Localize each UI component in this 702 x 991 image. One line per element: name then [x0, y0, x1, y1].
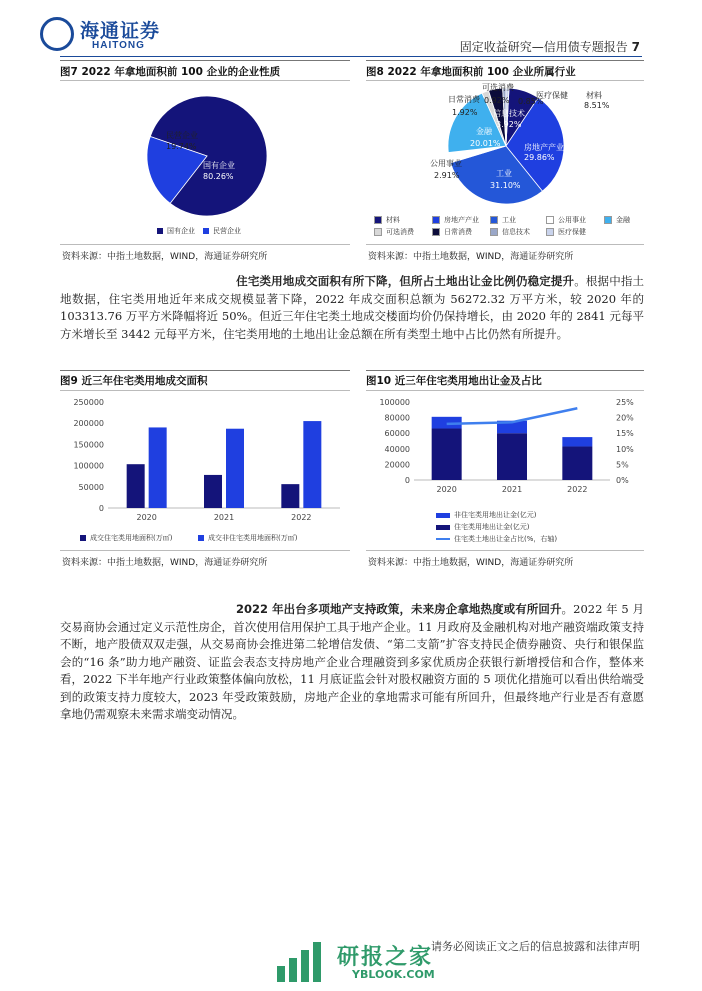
fig9-ytick: 0	[98, 504, 104, 513]
paragraph-policy-support	[60, 601, 644, 724]
fig10-legend-res	[436, 522, 529, 532]
fig8-label-mat-value: 8.51%	[584, 101, 610, 110]
fig8-label-fin-name: 金融	[476, 127, 492, 136]
fig7-top-rule	[60, 60, 350, 61]
footer-disclaimer: 请务必阅读正文之后的信息披露和法律声明	[431, 940, 640, 953]
fig9-ytick: 50000	[78, 482, 104, 492]
legend-swatch	[546, 228, 554, 236]
fig7-legend-private-label: 民营企业	[213, 227, 241, 235]
fig9-bottom-rule	[60, 550, 350, 551]
fig9-source: 资料来源：中指土地数据，WIND，海通证券研究所	[62, 558, 268, 568]
fig10-title: 图10 近三年住宅类用地出让金及占比	[366, 375, 542, 387]
fig8-label-ind-name: 工业	[496, 169, 512, 178]
fig8-legend-label: 公用事业	[558, 216, 586, 224]
fig8-title: 图8 2022 年拿地面积前 100 企业所属行业	[366, 66, 576, 78]
fig9-bar	[281, 484, 299, 508]
page-number: 7	[631, 40, 640, 54]
fig10-source: 资料来源：中指土地数据，WIND，海通证券研究所	[368, 558, 574, 568]
fig8-bottom-rule	[366, 244, 644, 245]
fig8-legend-label: 工业	[502, 216, 516, 224]
fig8-label-it-value: 3.92%	[496, 120, 522, 129]
fig8-legend-label: 材料	[386, 216, 400, 224]
fig10-combo-chart	[366, 394, 644, 498]
fig8-label-fin-value: 20.01%	[470, 139, 501, 148]
fig8-source: 资料来源：中指土地数据，WIND，海通证券研究所	[368, 252, 574, 262]
legend-swatch	[604, 216, 612, 224]
legend-swatch	[546, 216, 554, 224]
fig10-ytick-left: 60000	[384, 429, 410, 439]
fig9-ytick: 150000	[73, 440, 104, 450]
watermark-en: YBLOOK.COM	[352, 968, 435, 981]
watermark-cn: 研报之家	[337, 945, 434, 970]
legend-swatch	[432, 228, 440, 236]
fig10-top-rule	[366, 370, 644, 371]
legend-swatch	[203, 228, 209, 234]
fig7-pie-chart	[60, 82, 350, 242]
fig8-label-it-name: 信息技术	[493, 109, 525, 118]
fig10-ytick-left: 100000	[379, 398, 410, 407]
fig9-ytick: 250000	[73, 398, 104, 407]
fig10-ytick-right: 5%	[616, 460, 629, 470]
fig9-ytick: 200000	[73, 419, 104, 429]
legend-swatch	[432, 216, 440, 224]
fig8-legend-label: 金融	[616, 216, 630, 224]
fig9-xtick: 2022	[291, 513, 312, 522]
paragraph-residential-land	[60, 273, 644, 343]
fig8-label-cd-name: 可选消费	[482, 83, 514, 92]
para2-body: 。2022 年 5 月交易商协会通过定义示范性房企，首次使用信用保护工具于地产企业。11 月政府及金融机构对地产融资端政策支持不断，地产股债双双走强，从交易商协会推进第二轮增信发债、“第二支箭”扩容支持民企债券融资、央行和银保监会的“16 条”助力地产融资、证监会表态支持房地产企业合理融资到多家优质房企获银行新增授信和合作，整体来看，2022 下半年地产行业政策整体偏向放松，11 月底证监会针对股权融资方面的 5 项优化措施可以看出供给端受到的政策支持力度较大，2023 年受政策鼓励，房地产企业的拿地需求可能有所回升，但最终地产行业是否有意愿拿地仍需观察未来需求端变动情况。	[60, 602, 644, 721]
fig10-ytick-right: 25%	[616, 398, 634, 407]
fig8-label-re-name: 房地产产业	[524, 143, 564, 152]
legend-swatch	[157, 228, 163, 234]
legend-swatch	[80, 535, 86, 541]
legend-swatch	[374, 228, 382, 236]
fig8-top-rule	[366, 60, 644, 61]
fig9-ytick: 100000	[73, 461, 104, 471]
fig10-bottom-rule	[366, 550, 644, 551]
fig7-legend-soe	[157, 226, 195, 236]
legend-swatch	[374, 216, 382, 224]
fig8-label-re-value: 29.86%	[524, 153, 555, 162]
fig8-label-util-name: 公用事业	[430, 159, 462, 168]
fig7-bottom-rule	[60, 244, 350, 245]
fig9-legend-res-label: 成交住宅类用地面积(万㎡)	[90, 534, 173, 542]
legend-swatch	[198, 535, 204, 541]
fig10-bar-residential	[432, 429, 462, 480]
fig8-legend-label: 房地产产业	[444, 216, 479, 224]
legend-swatch	[490, 216, 498, 224]
fig7-label-soe-value: 80.26%	[203, 172, 234, 181]
fig8-legend-item	[490, 227, 530, 237]
fig8-legend-item	[490, 215, 516, 225]
fig8-legend-item	[374, 227, 414, 237]
fig9-bar	[149, 427, 167, 508]
fig7-label-private-value: 19.74%	[166, 142, 197, 151]
fig8-label-ind-value: 31.10%	[490, 181, 521, 190]
fig7-source: 资料来源：中指土地数据，WIND，海通证券研究所	[62, 252, 268, 262]
para1-body: 。根据中指土地数据，住宅类用地近年来成交规模显著下降，2022 年成交面积总额为 56272.32 万平方米，较 2020 年的 103313.76 万平方米降幅将近 50%。但近三年住宅类土地成交楼面均价仍保持增长，由 2020 年的 2841 元每平方米增长至 3442 元每平方米，住宅类用地的土地出让金总额在所有类型土地中占比仍然有所提升。	[60, 274, 645, 341]
fig9-bar	[127, 464, 145, 508]
fig10-legend-share	[436, 534, 557, 544]
legend-swatch	[436, 525, 450, 530]
logo-cn-text: 海通证券	[80, 20, 161, 42]
fig10-legend-share-label: 住宅类土地出让金占比(%，右轴)	[454, 535, 558, 543]
fig8-legend-label: 日常消费	[444, 228, 472, 236]
fig10-legend-nonres-label: 非住宅类用地出让金(亿元)	[454, 511, 537, 519]
para1-lead: 住宅类用地成交面积有所下降，但所占土地出让金比例仍稳定提升	[236, 274, 575, 288]
fig8-legend-label: 医疗保健	[558, 228, 586, 236]
fig9-bar	[226, 429, 244, 508]
fig10-xtick: 2021	[501, 485, 523, 494]
fig8-legend-item	[432, 227, 472, 237]
fig7-legend-soe-label: 国有企业	[167, 227, 195, 235]
fig10-ytick-right: 10%	[616, 444, 634, 454]
haitong-logo-icon	[40, 17, 74, 51]
fig10-ytick-right: 20%	[616, 413, 634, 423]
fig8-legend-item	[546, 215, 586, 225]
fig8-legend-label: 可选消费	[386, 228, 414, 236]
fig9-title-rule	[60, 390, 350, 391]
fig10-ytick-left: 80000	[384, 413, 410, 423]
fig9-bar	[303, 421, 321, 508]
fig9-bar-chart	[60, 394, 350, 524]
fig8-label-util-value: 2.91%	[434, 171, 460, 180]
fig10-bar-residential	[497, 433, 527, 480]
fig8-label-mat-name: 材料	[586, 91, 602, 100]
fig10-ytick-left: 20000	[384, 460, 410, 470]
report-title	[460, 38, 640, 55]
fig9-top-rule	[60, 370, 350, 371]
legend-swatch	[436, 513, 450, 518]
fig8-legend-item	[374, 215, 400, 225]
fig9-bar	[204, 475, 222, 508]
fig10-xtick: 2022	[567, 485, 588, 494]
fig8-title-rule	[366, 80, 644, 81]
legend-swatch	[436, 538, 450, 540]
fig10-ytick-right: 15%	[616, 429, 634, 439]
legend-swatch	[490, 228, 498, 236]
fig7-label-soe-name: 国有企业	[203, 161, 235, 170]
fig8-label-hc-value: 0.85%	[518, 97, 544, 106]
fig8-label-cs-name: 日常消费	[448, 95, 480, 104]
fig8-legend-item	[604, 215, 630, 225]
fig8-label-hc-name: 医疗保健	[536, 91, 568, 100]
fig10-bar-nonresidential	[562, 437, 592, 446]
fig8-legend-label: 信息技术	[502, 228, 530, 236]
fig7-label-private-name: 民营企业	[166, 131, 198, 140]
header-divider	[60, 56, 642, 57]
fig8-label-cs-value: 1.92%	[452, 108, 478, 117]
para2-lead: 2022 年出台多项地产支持政策，未来房企拿地热度或有所回升	[236, 602, 562, 616]
fig8-legend-item	[432, 215, 479, 225]
fig9-xtick: 2020	[136, 513, 157, 522]
fig10-legend-nonres	[436, 510, 536, 520]
fig10-share-line	[447, 408, 578, 424]
watermark-chart-icon	[275, 940, 329, 984]
fig10-legend-res-label: 住宅类用地出让金(亿元)	[454, 523, 530, 531]
fig10-ytick-right: 0%	[616, 476, 629, 485]
fig10-title-rule	[366, 390, 644, 391]
fig7-title-rule	[60, 80, 350, 81]
fig8-label-cd-value: 0.92%	[484, 96, 510, 105]
fig7-legend-private	[203, 226, 241, 236]
fig10-bar-residential	[562, 446, 592, 480]
fig9-legend-nonres-label: 成交非住宅类用地面积(万㎡)	[208, 534, 298, 542]
fig9-legend-nonres	[198, 533, 297, 543]
fig10-xtick: 2020	[436, 485, 457, 494]
logo-en-text: HAITONG	[92, 40, 145, 51]
report-title-text: 固定收益研究—信用债专题报告	[459, 40, 628, 54]
fig9-legend-res	[80, 533, 172, 543]
fig9-xtick: 2021	[213, 513, 235, 522]
fig8-legend-item	[546, 227, 586, 237]
fig7-title: 图7 2022 年拿地面积前 100 企业的企业性质	[60, 66, 281, 78]
fig8-pie-chart	[366, 82, 644, 210]
fig10-ytick-left: 0	[404, 476, 410, 485]
fig10-ytick-left: 40000	[384, 444, 410, 454]
fig9-title: 图9 近三年住宅类用地成交面积	[60, 375, 208, 387]
